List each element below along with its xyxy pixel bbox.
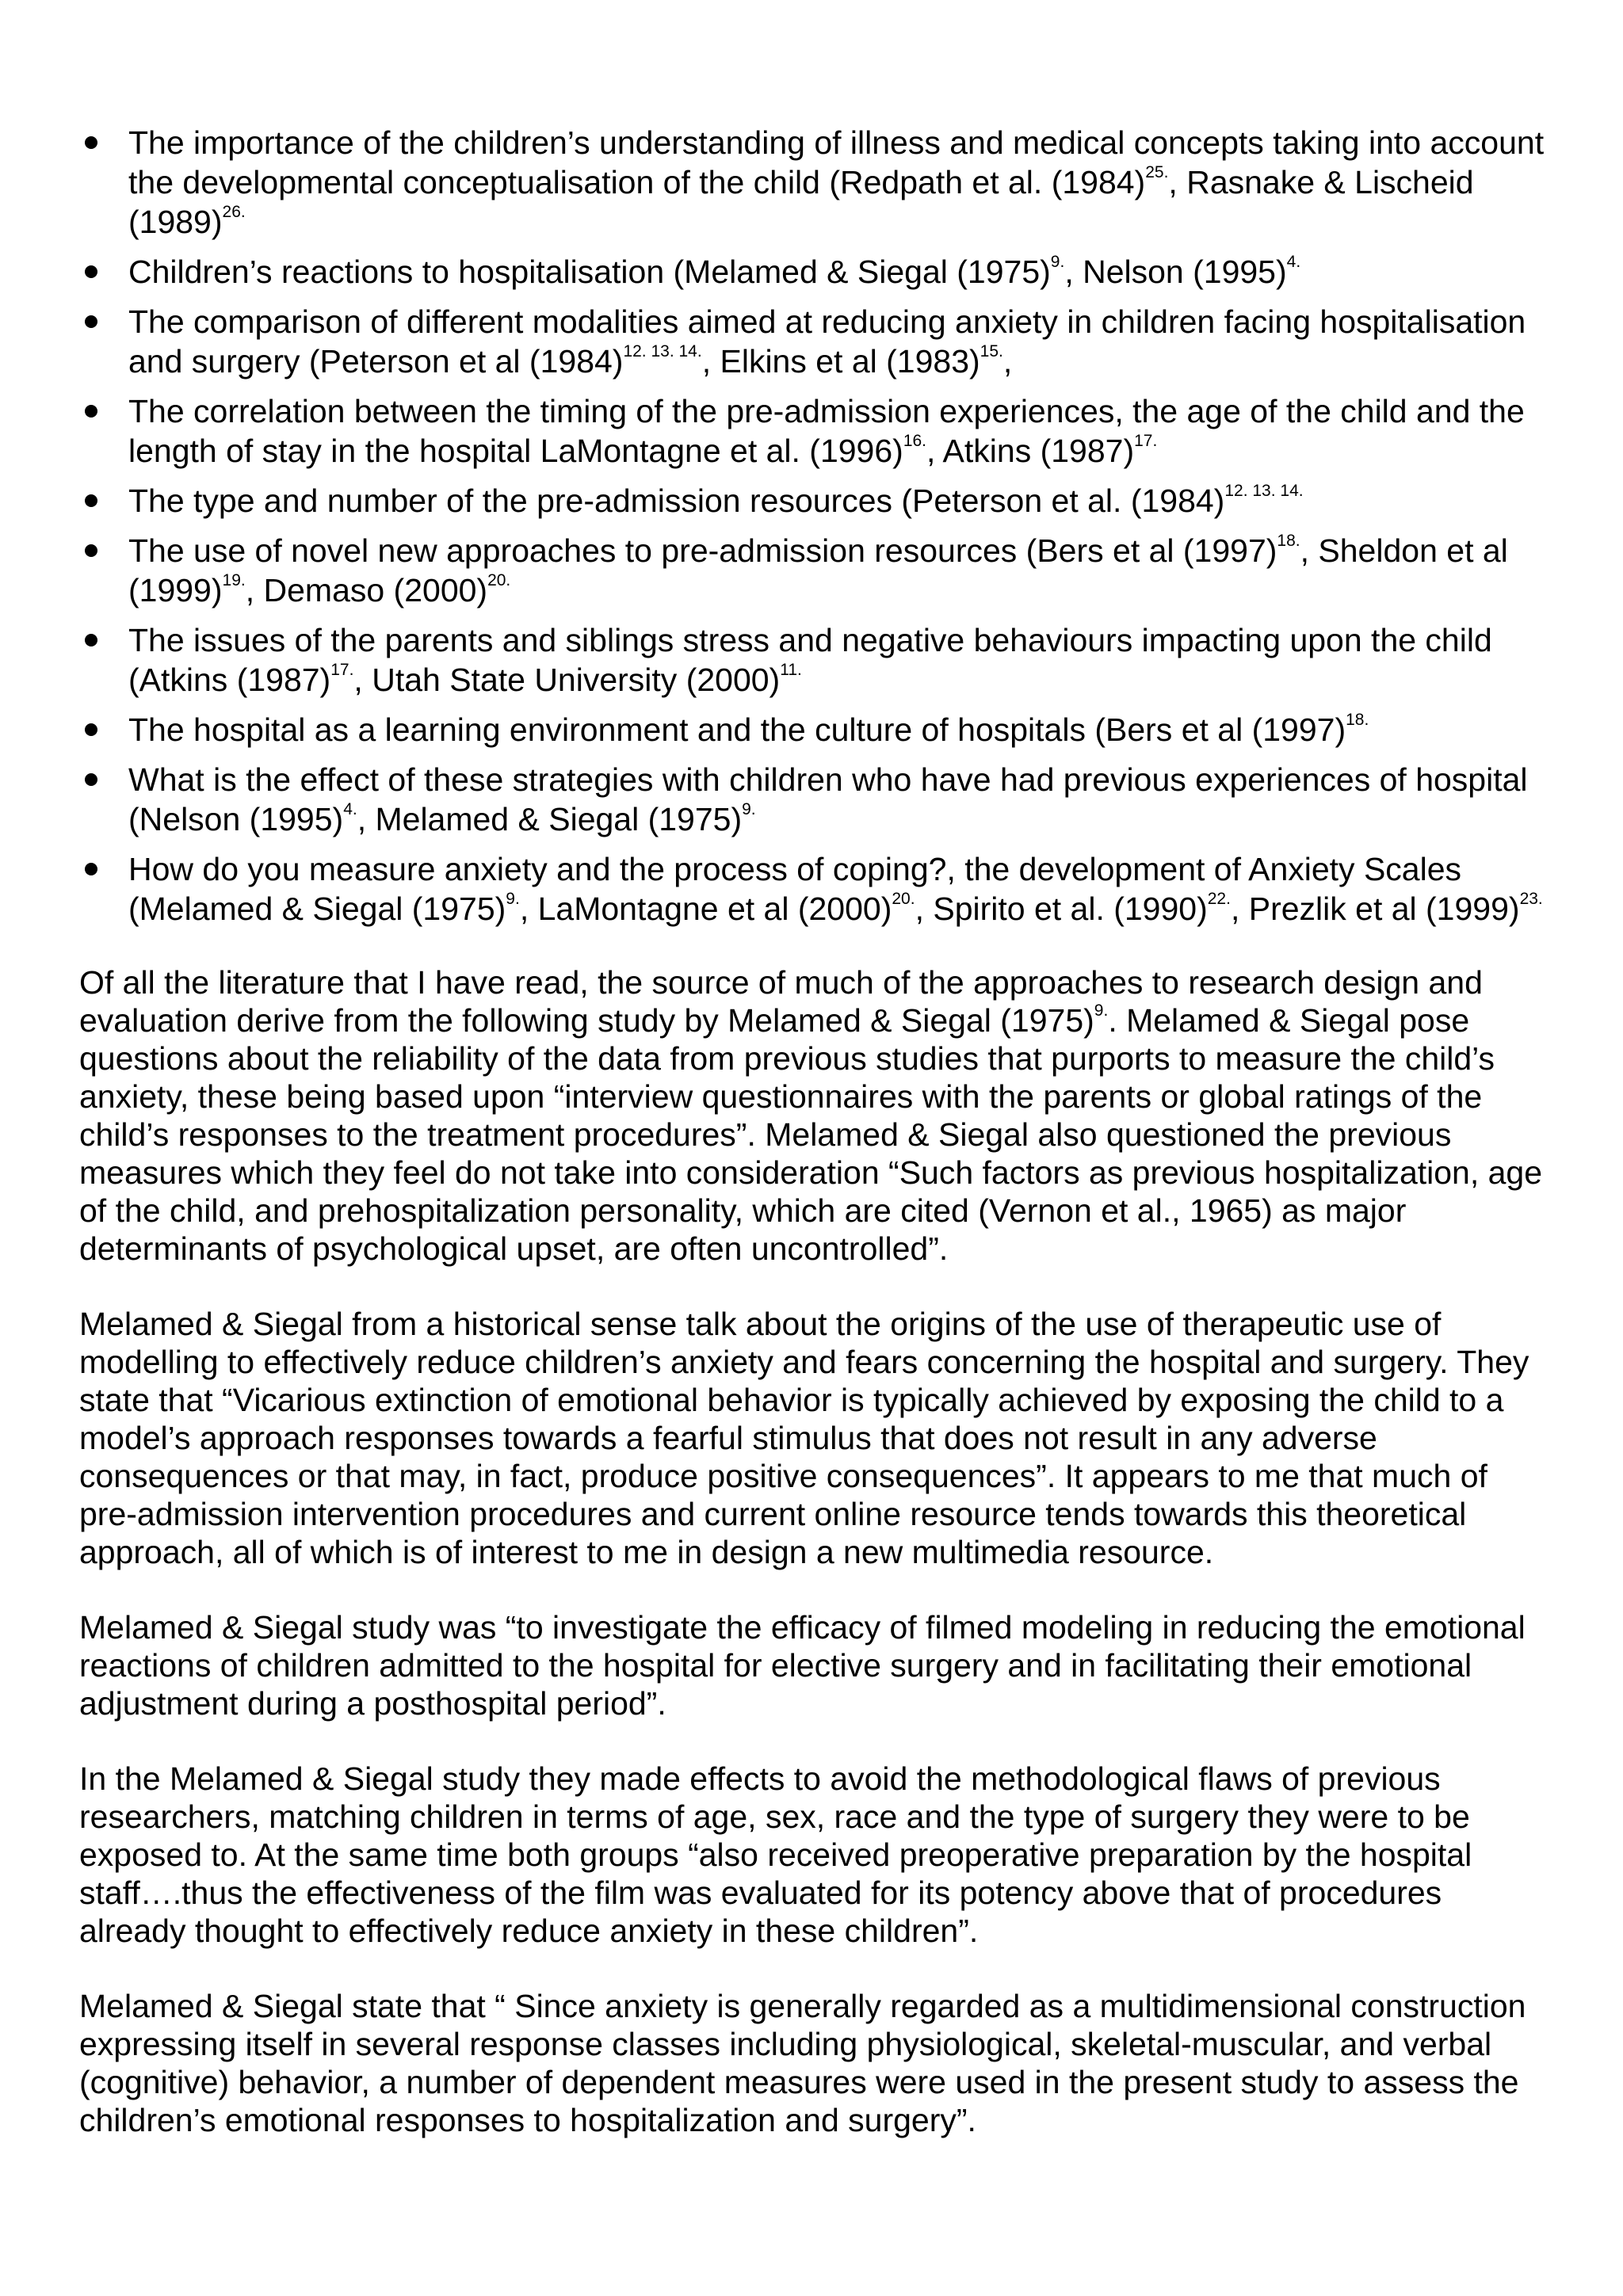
bullet-item	[79, 849, 1553, 929]
text-run: , Prezlik et al (1999)	[1230, 891, 1520, 927]
text-run: How do you measure anxiety and the process of coping?, the development of Anxiety Scales (Melamed & Siegal (1975)	[128, 851, 1462, 927]
bullet-item	[79, 531, 1553, 610]
text-run: The comparison of different modalities aimed at reducing anxiety in children facing hospitalisation and surgery (Peterson et al (1984)	[128, 303, 1526, 379]
bullet-dot-icon	[85, 136, 97, 149]
text-run: The use of novel new approaches to pre-admission resources (Bers et al (1997)	[128, 532, 1277, 569]
reference-superscript: 4.	[343, 800, 357, 819]
reference-superscript: 20.	[487, 571, 511, 590]
bullet-list	[79, 123, 1553, 929]
text-run: Melamed & Siegal study was “to investigate the efficacy of filmed modeling in reducing the emotional reactions of children admitted to the hospital for elective surgery and in facilitating their emotional adjustment during a posthospital period”.	[79, 1609, 1526, 1722]
text-run: , Nelson (1995)	[1064, 254, 1287, 290]
text-run: The hospital as a learning environment and the culture of hospitals (Bers et al (1997)	[128, 711, 1346, 748]
text-run: The correlation between the timing of the pre-admission experiences, the age of the child and the length of stay in the hospital LaMontagne et al. (1996)	[128, 393, 1525, 469]
bullet-item	[79, 481, 1553, 521]
bullet-dot-icon	[85, 634, 97, 646]
document-page	[79, 123, 1553, 2139]
text-run: , Atkins (1987)	[926, 433, 1135, 469]
reference-superscript: 9.	[1050, 253, 1065, 272]
bullet-item	[79, 252, 1553, 292]
text-run: ,	[1002, 343, 1013, 379]
reference-superscript: 18.	[1346, 711, 1369, 730]
body-paragraph	[79, 1305, 1553, 1571]
reference-superscript: 25.	[1145, 163, 1169, 182]
reference-superscript: 12. 13. 14.	[623, 342, 702, 361]
text-run: , Spirito et al. (1990)	[915, 891, 1208, 927]
body-paragraphs	[79, 963, 1553, 2139]
bullet-dot-icon	[85, 315, 97, 328]
reference-superscript: 4.	[1286, 253, 1301, 272]
reference-superscript: 11.	[780, 661, 802, 680]
bullet-dot-icon	[85, 544, 97, 557]
body-paragraph	[79, 1608, 1553, 1722]
body-paragraph	[79, 1760, 1553, 1950]
text-run: Melamed & Siegal from a historical sense talk about the origins of the use of therapeutic use of modelling to effectively reduce children’s anxiety and fears concerning the hospital and surgery. They state that “Vicarious extinction of emotional behavior is typically achieved by exposing the child to a model’s approach responses towards a fearful stimulus that does not result in any adverse consequences or that may, in fact, produce positive consequences”. It appears to me that much of pre-admission intervention procedures and current online resource tends towards this theoretical approach, all of which is of interest to me in design a new multimedia resource.	[79, 1306, 1529, 1570]
text-run: Of all the literature that I have read, the source of much of the approaches to research design and evaluation derive from the following study by Melamed & Siegal (1975)	[79, 964, 1483, 1039]
bullet-item	[79, 391, 1553, 471]
bullet-item	[79, 760, 1553, 839]
text-run: What is the effect of these strategies with children who have had previous experiences of hospital (Nelson (1995)	[128, 761, 1528, 837]
bullet-item	[79, 302, 1553, 381]
reference-superscript: 16.	[903, 432, 927, 451]
text-run: , LaMontagne et al (2000)	[519, 891, 892, 927]
body-paragraph	[79, 963, 1553, 1268]
bullet-dot-icon	[85, 405, 97, 418]
text-run: Melamed & Siegal state that “ Since anxiety is generally regarded as a multidimensional construction expressing itself in several response classes including physiological, skeletal-muscular, and verbal (cognitive) behavior, a number of dependent measures were used in the present study to assess the children’s emotional responses to hospitalization and surgery”.	[79, 1988, 1526, 2138]
reference-superscript: 9.	[742, 800, 756, 819]
text-run: , Sheldon et al (1999)	[128, 532, 1508, 608]
reference-superscript: 17.	[1134, 432, 1158, 451]
text-run: , Rasnake & Lischeid (1989)	[128, 164, 1474, 240]
reference-superscript: 12. 13. 14.	[1224, 482, 1304, 501]
text-run: . Melamed & Siegal pose questions about the reliability of the data from previous studies that purports to measure the child’s anxiety, these being based upon “interview questionnaires with the parents or global ratings of the child’s responses to the treatment procedures”. Melamed & Siegal also questioned the previous measures which they feel do not take into consideration “Such factors as previous hospitalization, age of the child, and prehospitalization personality, which are cited (Vernon et al., 1965) as major determinants of psychological upset, are often uncontrolled”.	[79, 1002, 1543, 1267]
bullet-dot-icon	[85, 265, 97, 278]
reference-superscript: 22.	[1207, 890, 1231, 909]
reference-superscript: 26.	[222, 203, 246, 222]
reference-superscript: 9.	[1094, 1001, 1109, 1020]
bullet-item	[79, 620, 1553, 700]
reference-superscript: 9.	[506, 890, 520, 909]
bullet-item	[79, 710, 1553, 749]
bullet-dot-icon	[85, 773, 97, 786]
reference-superscript: 23.	[1519, 890, 1543, 909]
bullet-dot-icon	[85, 494, 97, 507]
text-run: The issues of the parents and siblings stress and negative behaviours impacting upon the child (Atkins (1987)	[128, 622, 1492, 698]
text-run: , Utah State University (2000)	[353, 662, 781, 698]
text-run: The importance of the children’s understanding of illness and medical concepts taking into account the developmental conceptualisation of the child (Redpath et al. (1984)	[128, 124, 1545, 200]
bullet-dot-icon	[85, 723, 97, 736]
reference-superscript: 17.	[330, 661, 354, 680]
text-run: Children’s reactions to hospitalisation (Melamed & Siegal (1975)	[128, 254, 1051, 290]
bullet-dot-icon	[85, 863, 97, 875]
text-run: In the Melamed & Siegal study they made effects to avoid the methodological flaws of previous researchers, matching children in terms of age, sex, race and the type of surgery they were to be exposed to. At the same time both groups “also received preoperative preparation by the hospital staff….thus the effectiveness of the film was evaluated for its potency above that of procedures already thought to effectively reduce anxiety in these children”.	[79, 1760, 1472, 1949]
text-run: , Melamed & Siegal (1975)	[357, 801, 743, 837]
body-paragraph	[79, 1987, 1553, 2139]
text-run: , Demaso (2000)	[245, 572, 488, 608]
bullet-item	[79, 123, 1553, 242]
reference-superscript: 18.	[1277, 532, 1300, 551]
text-run: The type and number of the pre-admission resources (Peterson et al. (1984)	[128, 482, 1225, 519]
reference-superscript: 20.	[892, 890, 915, 909]
reference-superscript: 19.	[222, 571, 246, 590]
text-run: , Elkins et al (1983)	[701, 343, 980, 379]
reference-superscript: 15.	[980, 342, 1003, 361]
